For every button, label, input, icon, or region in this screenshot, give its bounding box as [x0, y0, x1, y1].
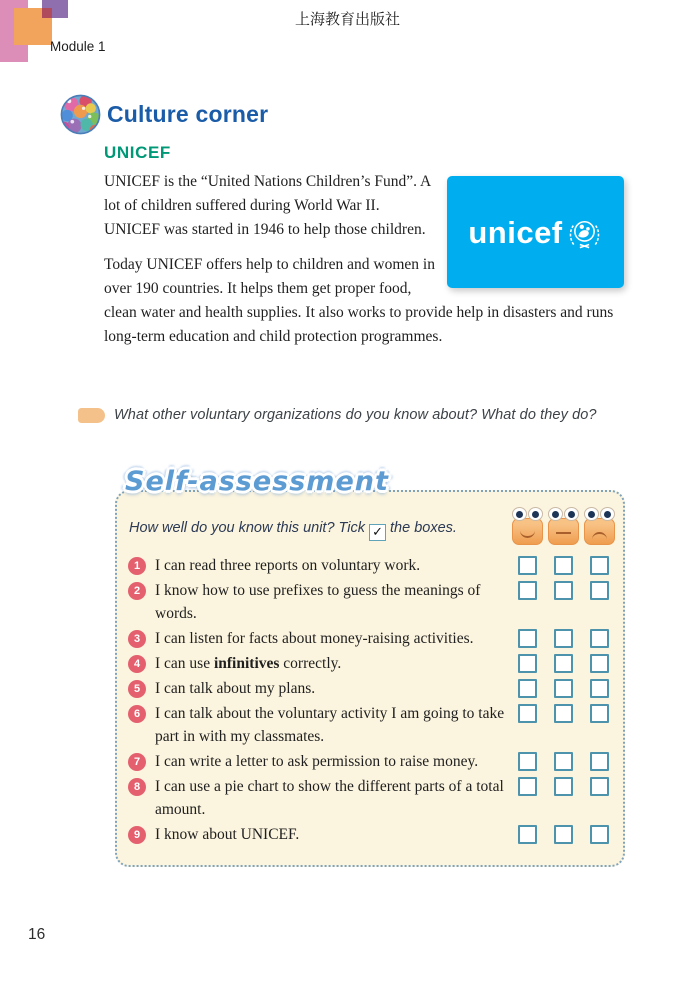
question-text: What other voluntary organizations do you know about? What do they do?: [114, 407, 597, 423]
assessment-item: [127, 702, 617, 748]
item-number-badge: 7: [128, 753, 146, 771]
item-text: I know about UNICEF.: [155, 826, 300, 843]
assessment-item: [127, 554, 617, 577]
item-number-badge: 1: [128, 557, 146, 575]
item-text: I can write a letter to ask permission to raise money.: [155, 753, 479, 770]
item-text-bold: infinitives: [213, 655, 280, 672]
rating-checkbox-happy[interactable]: [518, 752, 537, 771]
item-number-badge: 6: [128, 705, 146, 723]
item-number-badge: 2: [128, 582, 146, 600]
checkbox-group: [509, 652, 617, 673]
unicef-logo-text: unicef: [468, 214, 563, 250]
checkbox-group: [509, 823, 617, 844]
item-text: I can read three reports on voluntary work.: [155, 557, 421, 574]
rating-checkbox-neutral[interactable]: [554, 752, 573, 771]
rating-faces-group: [509, 507, 617, 545]
paragraph-1: UNICEF is the “United Nations Children’s Fund”. A lot of children suffered during World War II. UNICEF was started in 1946 to help those children.: [104, 173, 431, 238]
prompt-after: the boxes.: [390, 520, 457, 536]
item-text-post: correctly.: [279, 655, 342, 672]
publisher-title: 上海教育出版社: [294, 12, 400, 28]
item-number-badge: 5: [128, 680, 146, 698]
item-text-pre: I can use: [155, 655, 214, 672]
assessment-prompt: [127, 520, 509, 545]
culture-corner-title: Culture corner: [107, 101, 269, 127]
item-text: I can listen for facts about money-raising activities.: [155, 630, 474, 647]
item-text: [155, 652, 509, 675]
rating-checkbox-sad[interactable]: [590, 777, 609, 796]
rating-checkbox-sad[interactable]: [590, 629, 609, 648]
unicef-article: [104, 170, 624, 360]
rating-checkbox-neutral[interactable]: [554, 654, 573, 673]
page-number: 16: [28, 926, 46, 943]
rating-checkbox-neutral[interactable]: [554, 777, 573, 796]
item-text: I can use a pie chart to show the different parts of a total amount.: [155, 778, 504, 818]
rating-checkbox-happy[interactable]: [518, 777, 537, 796]
discussion-question: [78, 407, 597, 423]
neutral-face-icon: [548, 507, 579, 545]
checkbox-group: [509, 579, 617, 600]
module-label: Module 1: [50, 39, 106, 54]
globe-balloons-icon: [60, 94, 101, 135]
rating-checkbox-sad[interactable]: [590, 825, 609, 844]
item-number-badge: 8: [128, 778, 146, 796]
checkbox-group: [509, 627, 617, 648]
rating-checkbox-sad[interactable]: [590, 704, 609, 723]
assessment-item: [127, 750, 617, 773]
rating-checkbox-neutral[interactable]: [554, 556, 573, 575]
rating-checkbox-sad[interactable]: [590, 752, 609, 771]
item-number-badge: 4: [128, 655, 146, 673]
unicef-heading: UNICEF: [104, 143, 171, 162]
un-mother-child-emblem-icon: [566, 216, 603, 253]
prompt-before: How well do you know this unit? Tick: [129, 520, 366, 536]
rating-checkbox-neutral[interactable]: [554, 581, 573, 600]
item-number-badge: 9: [128, 826, 146, 844]
happy-face-icon: [512, 507, 543, 545]
rating-checkbox-neutral[interactable]: [554, 825, 573, 844]
rating-checkbox-sad[interactable]: [590, 556, 609, 575]
rating-checkbox-sad[interactable]: [590, 679, 609, 698]
checkbox-group: [509, 677, 617, 698]
orange-tag-bullet-icon: [78, 408, 105, 423]
rating-checkbox-happy[interactable]: [518, 581, 537, 600]
rating-checkbox-sad[interactable]: [590, 581, 609, 600]
checkbox-group: [509, 702, 617, 723]
assessment-item: [127, 775, 617, 821]
checkbox-group: [509, 554, 617, 575]
tick-mark: ✓: [372, 525, 383, 540]
rating-checkbox-happy[interactable]: [518, 825, 537, 844]
self-assessment-title: Self-assessment: [125, 466, 389, 497]
assessment-item: [127, 652, 617, 675]
rating-checkbox-happy[interactable]: [518, 679, 537, 698]
rating-checkbox-sad[interactable]: [590, 654, 609, 673]
ticked-checkbox-icon: [369, 524, 386, 541]
rating-checkbox-happy[interactable]: [518, 556, 537, 575]
rating-checkbox-neutral[interactable]: [554, 629, 573, 648]
self-assessment-box: [115, 490, 625, 867]
rating-checkbox-happy[interactable]: [518, 704, 537, 723]
item-text: I know how to use prefixes to guess the meanings of words.: [155, 582, 481, 622]
checkbox-group: [509, 750, 617, 771]
rating-checkbox-happy[interactable]: [518, 629, 537, 648]
assessment-item: [127, 823, 617, 846]
assessment-item: [127, 627, 617, 650]
paragraph-2: Today UNICEF offers help to children and women in over 190 countries. It helps them get proper food, clean water and health supplies. It also works to provide help in disasters and runs long-term education and child protection programmes.: [104, 256, 614, 345]
rating-checkbox-neutral[interactable]: [554, 704, 573, 723]
rating-checkbox-happy[interactable]: [518, 654, 537, 673]
checkbox-group: [509, 775, 617, 796]
assessment-item: [127, 677, 617, 700]
assessment-item: [127, 579, 617, 625]
culture-corner-header: [60, 94, 268, 135]
unicef-logo: [447, 176, 624, 288]
item-text: I can talk about my plans.: [155, 680, 316, 697]
assessment-header: [127, 507, 617, 545]
item-number-badge: 3: [128, 630, 146, 648]
sad-face-icon: [584, 507, 615, 545]
rating-checkbox-neutral[interactable]: [554, 679, 573, 698]
item-text: I can talk about the voluntary activity I am going to take part in with my classmates.: [155, 705, 505, 745]
